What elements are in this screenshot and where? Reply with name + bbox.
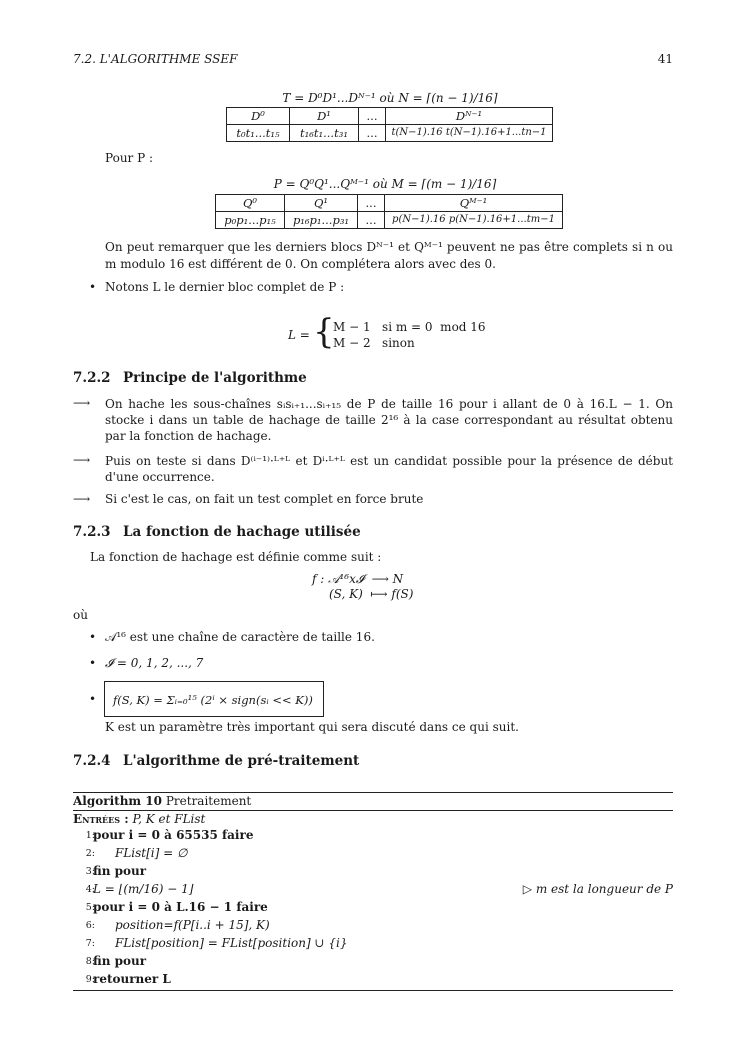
algo-line: position=f(P[i..i + 15], K) [115, 918, 270, 932]
hash-map-line2: (S, K) ⟼ f(S) [329, 587, 414, 601]
section-title: Principe de l'algorithme [123, 370, 307, 386]
line-number: 1: [85, 830, 95, 841]
t-header-cell: ... [359, 108, 386, 125]
bullet-dot: • [89, 630, 97, 644]
pour-p-label: Pour P : [105, 151, 154, 165]
inputs-value: P, K et FList [132, 812, 206, 826]
line-number: 8: [85, 956, 95, 967]
t-cell: t₁₆t₁...t₃₁ [290, 125, 359, 142]
section-title: La fonction de hachage utilisée [123, 524, 361, 540]
algo-comment: ▷ m est la longueur de P [522, 882, 673, 896]
section-heading-723 [73, 524, 361, 542]
line-number: 7: [85, 938, 95, 949]
algorithm-name: Pretraitement [165, 794, 252, 808]
line-number: 5: [85, 902, 95, 913]
section-heading-722 [73, 370, 307, 388]
algo-line: pour i = 0 à 65535 faire [93, 828, 254, 842]
p-cell: p₁₆p₁...p₃₁ [285, 212, 358, 229]
t-header-cell: D¹ [290, 108, 359, 125]
arrow-icon: ⟶ [73, 453, 91, 467]
ou-label: où [73, 608, 88, 622]
bullet-dot: • [89, 656, 97, 670]
k-note: K est un paramètre très important qui sera discuté dans ce qui suit. [105, 720, 519, 734]
p-cell: p₀p₁...p₁₅ [216, 212, 285, 229]
p-header-cell: ... [358, 195, 385, 212]
t-cell: ... [359, 125, 386, 142]
line-number: 2: [85, 848, 95, 859]
algorithm-top-rule [73, 792, 673, 793]
algorithm-mid-rule [73, 810, 673, 811]
algorithm-bottom-rule [73, 990, 673, 991]
l-def-lhs: L = [288, 328, 310, 342]
l-def-case1: M − 1 si m = 0 mod 16 [333, 320, 486, 334]
t-header-cell: Dᴺ⁻¹ [386, 108, 553, 125]
t-block-table [226, 107, 553, 142]
running-header: 7.2. L'ALGORITHME SSEF [73, 52, 238, 66]
boxed-hash-formula: f(S, K) = Σᵢ₌₀¹⁵ (2ⁱ × sign(sᵢ << K)) [104, 681, 324, 717]
algorithm-caption [73, 794, 251, 810]
arrow-icon: ⟶ [73, 396, 91, 410]
section-number: 7.2.3 [73, 524, 111, 540]
p-cell: p(N−1).16 p(N−1).16+1...tm−1 [385, 212, 563, 229]
line-number: 6: [85, 920, 95, 931]
algorithm-inputs [73, 812, 205, 828]
hash-map-line1: f : 𝒜¹⁶x𝓘 ⟶ N [312, 572, 404, 586]
algo-line: fin pour [93, 864, 147, 878]
line-number: 9: [85, 974, 95, 985]
hash-intro: La fonction de hachage est définie comme suit : [90, 550, 382, 564]
line-number: 4: [85, 884, 95, 895]
t-header-cell: D⁰ [227, 108, 290, 125]
t-cell: t₀t₁...t₁₅ [227, 125, 290, 142]
p-cell: ... [358, 212, 385, 229]
principle-item: Si c'est le cas, on fait un test complet en force brute [105, 492, 424, 506]
section-number: 7.2.2 [73, 370, 111, 386]
algo-line: FList[position] = FList[position] ∪ {i} [115, 936, 348, 950]
section-heading-724 [73, 753, 359, 771]
remark-paragraph: On peut remarquer que les derniers blocs Dᴺ⁻¹ et Qᴹ⁻¹ peuvent ne pas être complets si n ou m modulo 16 est différent de 0. On complétera alors avec des 0. [105, 240, 673, 271]
p-header-cell: Qᴹ⁻¹ [385, 195, 563, 212]
bullet-dot: • [89, 280, 97, 294]
l-def-brace-icon: { [313, 312, 335, 352]
hash-bullet: 𝒜¹⁶ est une chaîne de caractère de taille 16. [105, 630, 375, 644]
p-header-cell: Q¹ [285, 195, 358, 212]
arrow-icon: ⟶ [73, 492, 91, 506]
principle-item: Puis on teste si dans D⁽ⁱ⁻¹⁾·ᴸ⁺ᴸ et Dⁱ·ᴸ⁺ᴸ est un candidat possible pour la présence de début d'une occurrence. [105, 454, 673, 484]
algo-line: FList[i] = ∅ [115, 846, 188, 860]
section-title: L'algorithme de pré-traitement [123, 753, 360, 769]
principle-item: On hache les sous-chaînes sᵢsᵢ₊₁...sᵢ₊₁₅ de P de taille 16 pour i allant de 0 à 16.L − 1. On stocke i dans un table de hachage de taille 2¹⁶ à la case correspondant au résultat obtenu par la fonction de hachage. [105, 397, 673, 443]
section-number: 7.2.4 [73, 753, 111, 769]
t-cell: t(N−1).16 t(N−1).16+1...tn−1 [386, 125, 553, 142]
bullet-dot: • [89, 692, 97, 706]
algo-line: fin pour [93, 954, 147, 968]
algo-line: L = ⌊(m/16) − 1⌋ [93, 882, 194, 896]
algorithm-label: Algorithm 10 [73, 794, 162, 808]
page-number: 41 [657, 52, 673, 66]
algo-line: retourner L [93, 972, 171, 986]
algo-line: pour i = 0 à L.16 − 1 faire [93, 900, 268, 914]
hash-bullet: 𝓘 = 0, 1, 2, ..., 7 [105, 656, 204, 670]
bullet-l-text: Notons L le dernier bloc complet de P : [105, 280, 345, 294]
l-def-case2: M − 2 sinon [333, 336, 415, 350]
t-formula: T = D⁰D¹...Dᴺ⁻¹ où N = ⌈(n − 1)/16⌉ [282, 91, 498, 105]
p-block-table [215, 194, 563, 229]
inputs-label: Entrées : [73, 812, 129, 826]
p-header-cell: Q⁰ [216, 195, 285, 212]
p-formula: P = Q⁰Q¹...Qᴹ⁻¹ où M = ⌈(m − 1)/16⌉ [273, 177, 497, 191]
line-number: 3: [85, 866, 95, 877]
